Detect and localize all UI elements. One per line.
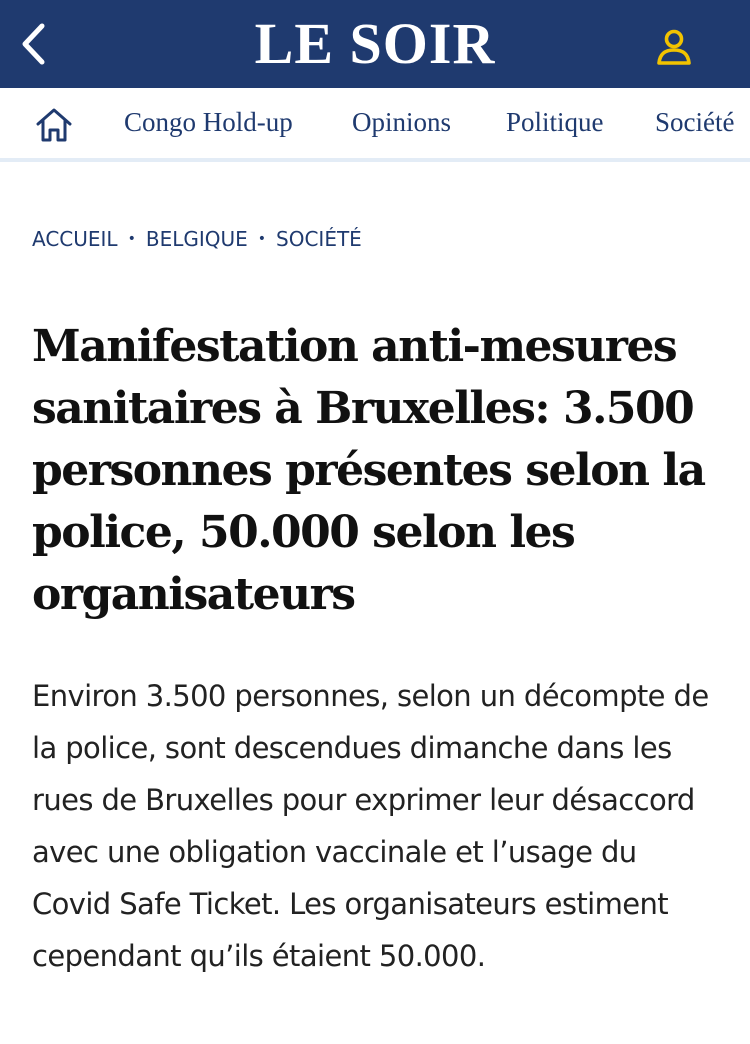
- article-lead: Environ 3.500 personnes, selon un décompte de la police, sont descendues dimanche dans les rues de Bruxelles pour exprimer leur désaccord avec une obligation vaccinale et l’usage du Covid Safe Ticket. Les organisateurs estiment cependant qu’ils étaient 50.000.: [32, 679, 709, 973]
- nav-item-societe[interactable]: Société: [655, 107, 735, 137]
- article-title: Manifestation anti-mesures sanitaires à Bruxelles: 3.500 personnes présentes selon la police, 50.000 selon les organisateurs: [32, 321, 705, 620]
- account-button[interactable]: [650, 22, 698, 70]
- breadcrumb-item-societe[interactable]: SOCIÉTÉ: [276, 227, 362, 251]
- nav-item-politique[interactable]: Politique: [506, 107, 604, 137]
- breadcrumb-item-accueil[interactable]: ACCUEIL: [32, 227, 118, 251]
- breadcrumb-separator: •: [257, 230, 267, 247]
- breadcrumb: [32, 224, 362, 256]
- user-icon: [654, 26, 694, 66]
- breadcrumb-separator: •: [127, 230, 136, 247]
- site-logo[interactable]: LE SOIR: [254, 11, 496, 76]
- nav-item-congo-hold-up[interactable]: Congo Hold-up: [124, 107, 293, 137]
- top-bar: [0, 0, 750, 88]
- home-icon: [34, 106, 74, 144]
- home-button[interactable]: [32, 105, 76, 145]
- breadcrumb-item-belgique[interactable]: BELGIQUE: [145, 227, 248, 251]
- nav-item-opinions[interactable]: Opinions: [352, 107, 452, 137]
- section-nav: [0, 88, 750, 162]
